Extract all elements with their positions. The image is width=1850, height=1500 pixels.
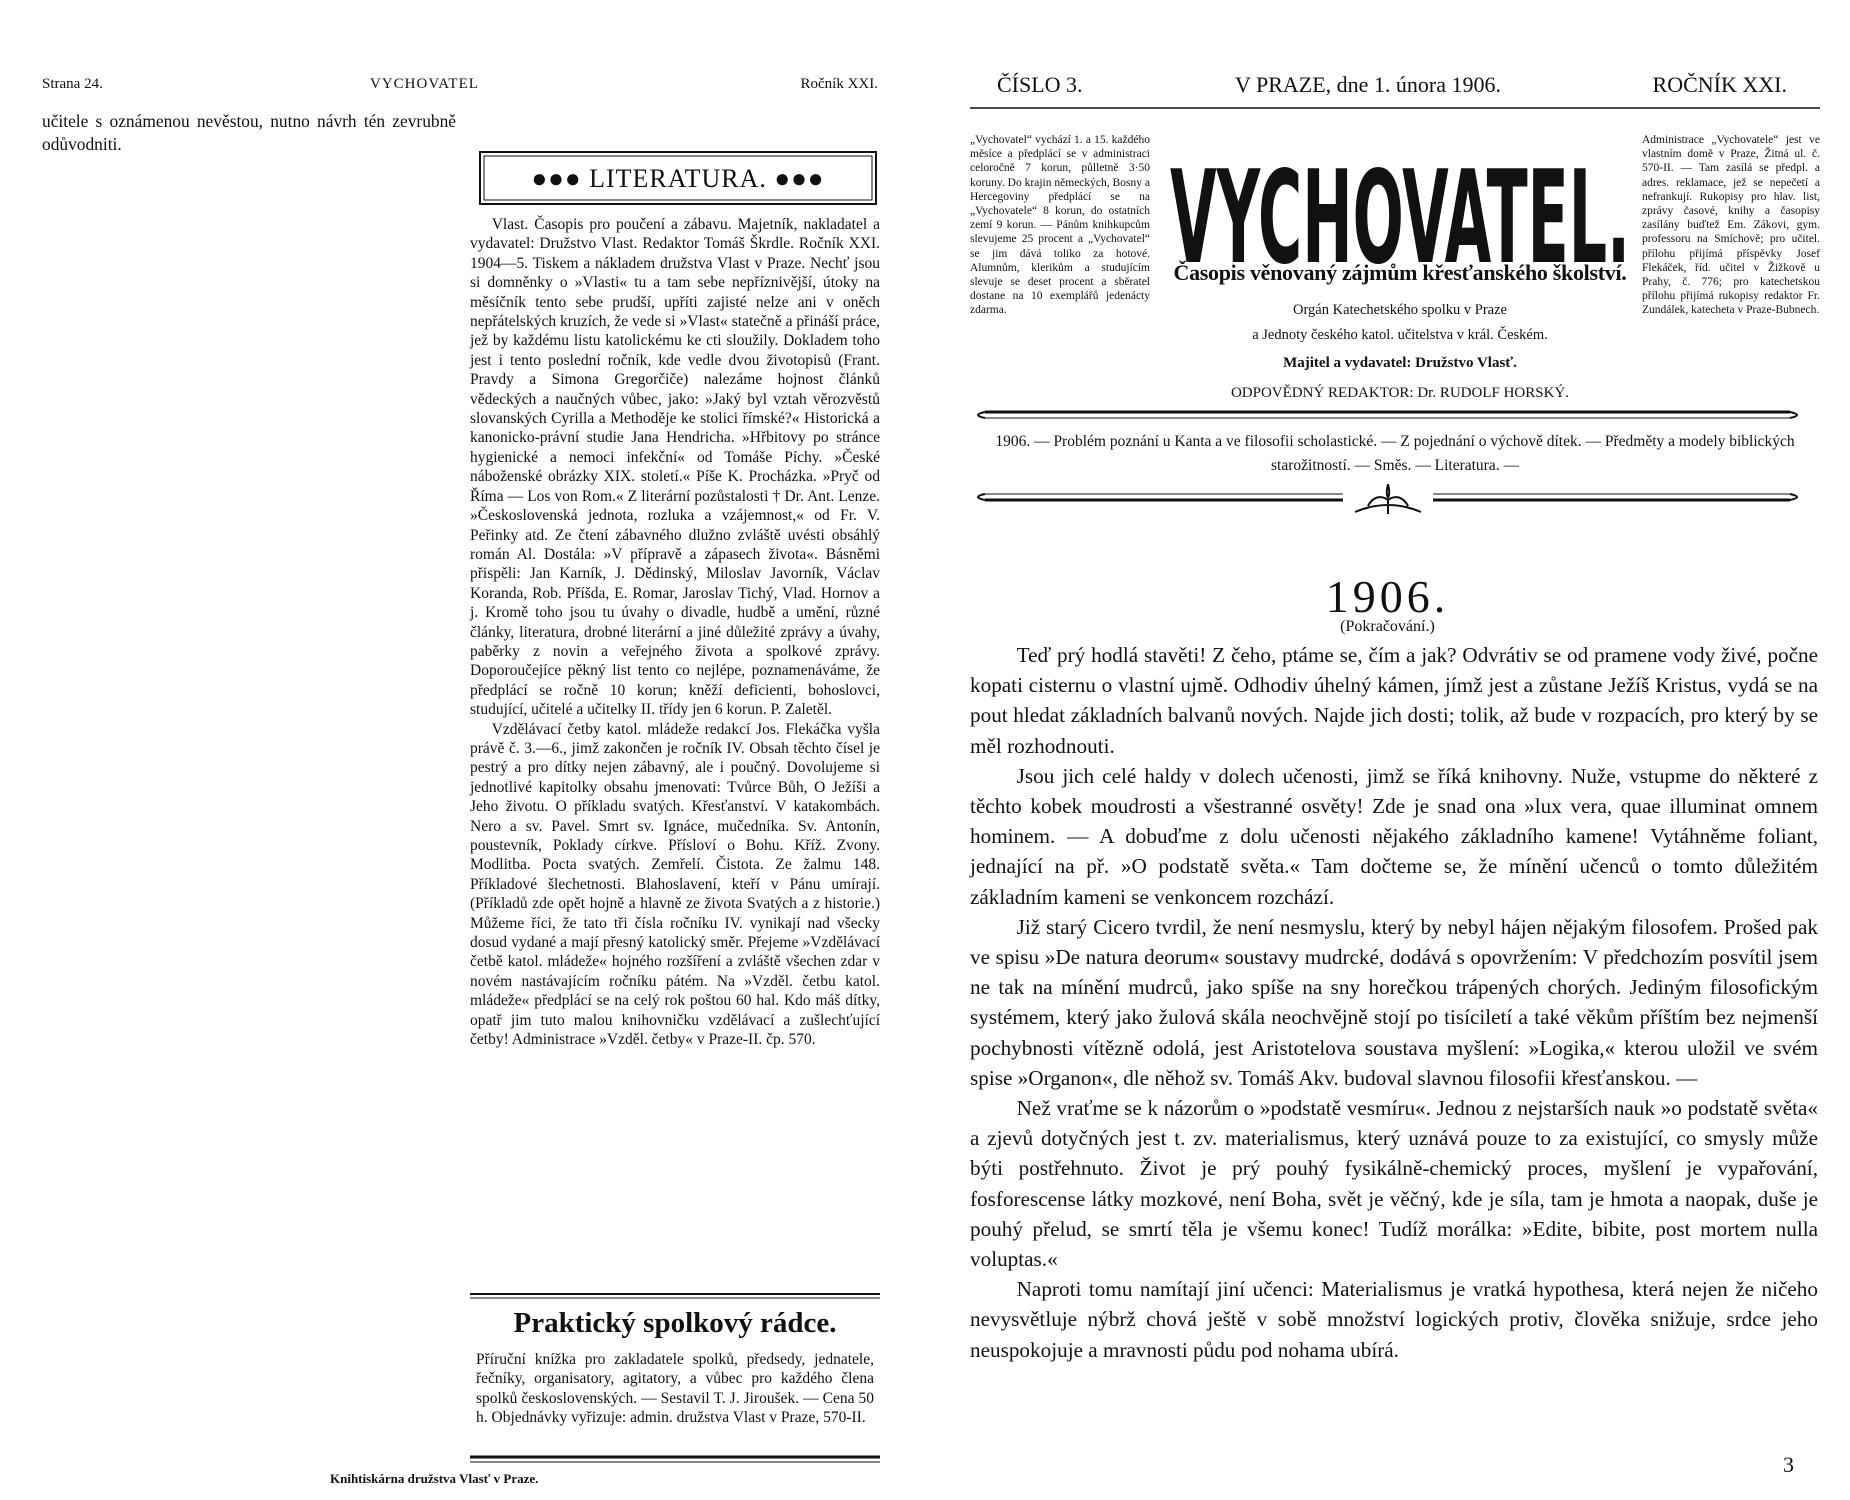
article-body <box>970 640 1818 1365</box>
ornament-vignette <box>1343 482 1433 518</box>
right-page <box>925 0 1850 1500</box>
volume-label: Ročník XXI. <box>800 76 878 92</box>
left-page-header <box>42 76 878 102</box>
article-paragraph: Již starý Cicero tvrdil, že není nesmyslu, který by nebyl hájen nějakým filosofem. Prošed pak ve spisu »De natura deorum« soustavy mudrcké, dodává s opovržením: V předchozím posvítil jsem ne tak na mínění mudrců, jako spíše na sny horečkou trápených chorých. Jediným filosofickým systémem, který jako žulová skála neochvějně stojí po tisíciletí a také věkům příštím bez nejmenší pochybnosti vítězně odolá, jest Aristotelova soustava myšlení: »Logika,« kterou uložil ve svém spise »Organon«, dle něhož sv. Tomáš Akv. budoval slavnou filosofii křesťanskou. — <box>970 914 1818 1090</box>
literatura-heading: ●●● LITERATURA. ●●● <box>531 164 825 193</box>
article-title: 1906. <box>1325 571 1450 622</box>
advert-text: Příruční knížka pro zakladatele spolků, předsedy, jednatele, řečníky, organisatory, agitatory, a vůbec pro každého člena spolků československých. — Sestavil T. J. Jiroušek. — Cena 50 h. Objednávky vyřizuje: admin. družstva Vlast v Praze, 570-II. <box>476 1351 874 1427</box>
administration-text: Administrace „Vychovatele“ jest ve vlastním domě v Praze, Žitná ul. č. 570-II. — Tam zasílá se předpl. a adres. reklamace, jež se nepečetí a nefrankují. Rukopisy pro hlav. list, zprávy časové, knihy a časopisy zasílány buďtež Em. Zákovi, gym. professoru na Smíchově; pro učitel. přílohu přijímá příspěvky Josef Flekáček, říd. učitel v Žižkově u Prahy, č. 776; pro katechetskou přílohu přijímá rukopisy redaktor Fr. Zundálek, katecheta v Praze-Bubnech. <box>1642 134 1820 317</box>
subscription-text: „Vychovatel“ vychází 1. a 15. každého měsíce a předplácí se v administraci celoročně 7 korun, půlletně 3·50 koruny. Do krajin německých, Bosny a Hercegoviny předplácí se na „Vychovatele“ 8 korun, do ostatních zemí 9 korun. — Pánům knihkupcům slevujeme 25 procent a „Vychovatel“ se jim dává toliko za hotové. Alumnům, klerikům a studujícím slevuje se deset procent a sběratel dostane na 10 exemplářů jedenácty zdarma. <box>970 134 1150 317</box>
contents-bottom-ornament <box>925 476 1850 546</box>
review-vzdelavaci-cetba: Vzdělávací četby katol. mládeže redakcí Jos. Flekáčka vyšla právě č. 3.—6., jimž zakončen je ročník IV. Obsah těchto čísel je pestrý a pro dítky nejen zábavný, ale i poučný. Dovolujeme si jednotlivé kapitolky obsahu jmenovati: Tvůrce Bůh, O Ježíši a Jeho životu. O příkladu svatých. Křesťanství. V katakombách. Nero a sv. Pavel. Smrt sv. Ignáce, mučedníka. Sv. Antonín, poustevník, Poklady církve. Přísloví o Bohu. Kříž. Zvony. Modlitba. Pocta svatých. Zemřelí. Čistota. Ze žalmu 148. Příkladové šlechetnosti. Blahoslavení, kteří v Pánu umírají. (Příkladů zde opět hojně a hlavně ze života Svatých a z historie.) Můžeme říci, že tato tři čísla ročníku IV. vynikají nad všecky dosud vydané a mají přesný katolický směr. Přejeme »Vzdělávací četbě katol. mládeže« hojného rozšíření a zvláště všechen zdar v novém nastávajícím ročníku pátém. Na »Vzděl. četbu katol. mládeže« předplácí se na celý rok poštou 60 hal. Kdo máš dítky, opatř jim tuto malou knihovničku vzdělávací a zušlechťující četby! Administrace »Vzděl. četby« v Praze-II. čp. 570. <box>470 720 880 1049</box>
advert-title: Praktický spolkový rádce. <box>513 1307 837 1339</box>
continued-note: (Pokračování.) <box>1340 618 1435 635</box>
advert-top-rule <box>470 1293 880 1299</box>
literature-column <box>470 215 880 1049</box>
left-page <box>0 0 905 1500</box>
administration-info <box>1642 133 1820 318</box>
article-paragraph: Jsou jich celé haldy v dolech učenosti, jimž se říká knihovny. Nuže, vstupme do některé z těchto kobek moudrosti a všestranné osvěty! Zde je snad ona »lux vera, quae illuminat omnem hominem. — A dobuďme z dolu učenosti nějakého základního kamene! Vytáhněme foliant, jednající na př. »O podstatě světa.« Tam dočteme se, že mínění učenců o tomto důležitém základním kameni se venkoncem rozchází. <box>970 763 1818 909</box>
owner-line: Majitel a vydavatel: Družstvo Vlasť. <box>1283 355 1517 371</box>
issue-number: ČÍSLO 3. <box>997 72 1083 97</box>
school-news-column <box>42 110 456 157</box>
masthead-title-text: VYCHOVATEL. <box>1170 144 1630 277</box>
subscription-info <box>970 133 1150 318</box>
volume-label: ROČNÍK XXI. <box>1652 72 1787 97</box>
organ-line: Orgán Katechetského spolku v Praze <box>1293 302 1507 318</box>
article-paragraph: Naproti tomu namítají jiní učenci: Materialismus je vratká hypothesa, která nejen že ničeho nevysvětluje nýbrž chová ještě v sobě množství logických protiv, člověka snižuje, srdce jeho neuspokojuje a mravnosti půdu pod nohama ubírá. <box>970 1277 1818 1362</box>
literatura-heading-box <box>478 148 878 208</box>
running-title: VYCHOVATEL <box>370 76 479 92</box>
right-page-header <box>997 72 1787 104</box>
header-rule <box>925 104 1850 114</box>
place-date: V PRAZE, dne 1. února 1906. <box>1235 72 1502 97</box>
contents-top-ornament <box>925 398 1850 428</box>
masthead-title <box>1165 132 1635 277</box>
jednota-line: a Jednoty českého katol. učitelstva v král. Českém. <box>1252 327 1548 343</box>
page-label: Strana 24. <box>42 76 103 92</box>
article-paragraph: Teď prý hodlá stavěti! Z čeho, ptáme se, čím a jak? Odvrátiv se od pramene vody živé, počne kopati cisternu o vlastní ujmě. Odhodiv úhelný kámen, jímž jest a zůstane Ježíš Kristus, vydá se na pout hledat základních balvanů nových. Najde jich dosti; tolik, až bude v rozpacích, pro který by se měl rozhodnouti. <box>970 643 1818 758</box>
masthead-logo <box>1165 132 1635 277</box>
advert-bottom-rule <box>470 1455 880 1463</box>
review-vlast: Vlast. Časopis pro poučení a zábavu. Majetník, nakladatel a vydavatel: Družstvo Vlast. Redaktor Tomáš Škrdle. Ročník XXI. 1904—5. Tiskem a nákladem družstva Vlast v Praze. Nechť jsou si domněnky o »Vlasti« tu a tam sebe nepříznivější, útoky na měsíčník tento sebe prudší, upříti zajisté nelze ani v oněch nepřátelských kruzích, že vede si »Vlast« statečně a přináší práce, jež by každému listu katolickému ke cti sloužily. Dokladem toho jest i tento poslední ročník, kde vedle dvou životopisů (Frant. Pravdy a Simona Gregorčiče) nalezáme hojnost článků vědeckých a naučných vůbec, jako: »Jaký byl vztah věrozvěstů slovanských Cyrilla a Methoděje ke stolici římské?« Historická a kanonicko-právní studie Jana Hendricha. »Hřbitovy po stránce hygienické a nemoci infekční« od Tomáše Píchy. »České náboženské obrázky XIX. století.« Píše K. Procházka. »Pryč od Říma — Los von Rom.« Z literární pozůstalosti † Dr. Ant. Lenze. »Československá jednota, rozluka a vzájemnost,« od Fr. V. Peřinky atd. Ze čtení zábavného dlužno zvláště uvésti obsáhlý román Al. Dostála: »V přípravě a zápasech života«. Básněmi přispěli: Jan Karník, J. Dědinský, Miloslav Javorník, Václav Koranda, Rob. Příšda, E. Romar, Jaroslav Tichý, Vlad. Hornov a j. Kromě toho jsou tu úvahy o divadle, hudbě a umění, různé články, literatura, drobné literární a jiné důležité zprávy a úvahy, paběrky z novin a veřejného života a spolkové zprávy. Doporoučejíce pěkný list tento co nejlépe, poznamenáváme, že předplácí se ročně 10 korun; kněží deficienti, bohoslovci, studující, učitelé a učitelky II. třídy jen 6 korun. P. Zaletěl. <box>470 216 880 719</box>
advertisement <box>470 1293 880 1483</box>
article-paragraph: Než vraťme se k názorům o »podstatě vesmíru«. Jednou z nejstarších nauk »o podstatě světa« a zjevů dotyčných jest t. zv. materialismus, který uznává pouze to za existující, co smysly může býti postřehnuto. Život je prý pouhý fysikálně-chemický proces, myšlení je vypařování, fosforescense látky mozkové, není Boha, svět je věčný, kde je síla, tam je hmota a naopak, duše je pouhý přelud, se smrtí těla je všemu konec! Tudíž morálka: »Edite, bibite, post mortem nulla voluptas.« <box>970 1096 1818 1272</box>
masthead-subtitle: Časopis věnovaný zájmům křesťanského školství. <box>1173 260 1627 285</box>
editor-line: ODPOVĚDNÝ REDAKTOR: Dr. RUDOLF HORSKÝ. <box>1230 385 1570 401</box>
news-paragraph: učitele s oznámenou nevěstou, nutno návrh tén zevrubně odůvodniti. <box>42 111 456 155</box>
issue-contents: 1906. — Problém poznání u Kanta a ve filosofii scholastické. — Z pojednání o výchově dítek. — Předměty a modely biblických starožitností. — Směs. — Literatura. — <box>995 433 1795 474</box>
printer-imprint: Knihtiskárna družstva Vlasť v Praze. <box>330 1471 539 1486</box>
masthead-info <box>1150 260 1650 408</box>
page-number: 3 <box>1783 1452 1794 1477</box>
